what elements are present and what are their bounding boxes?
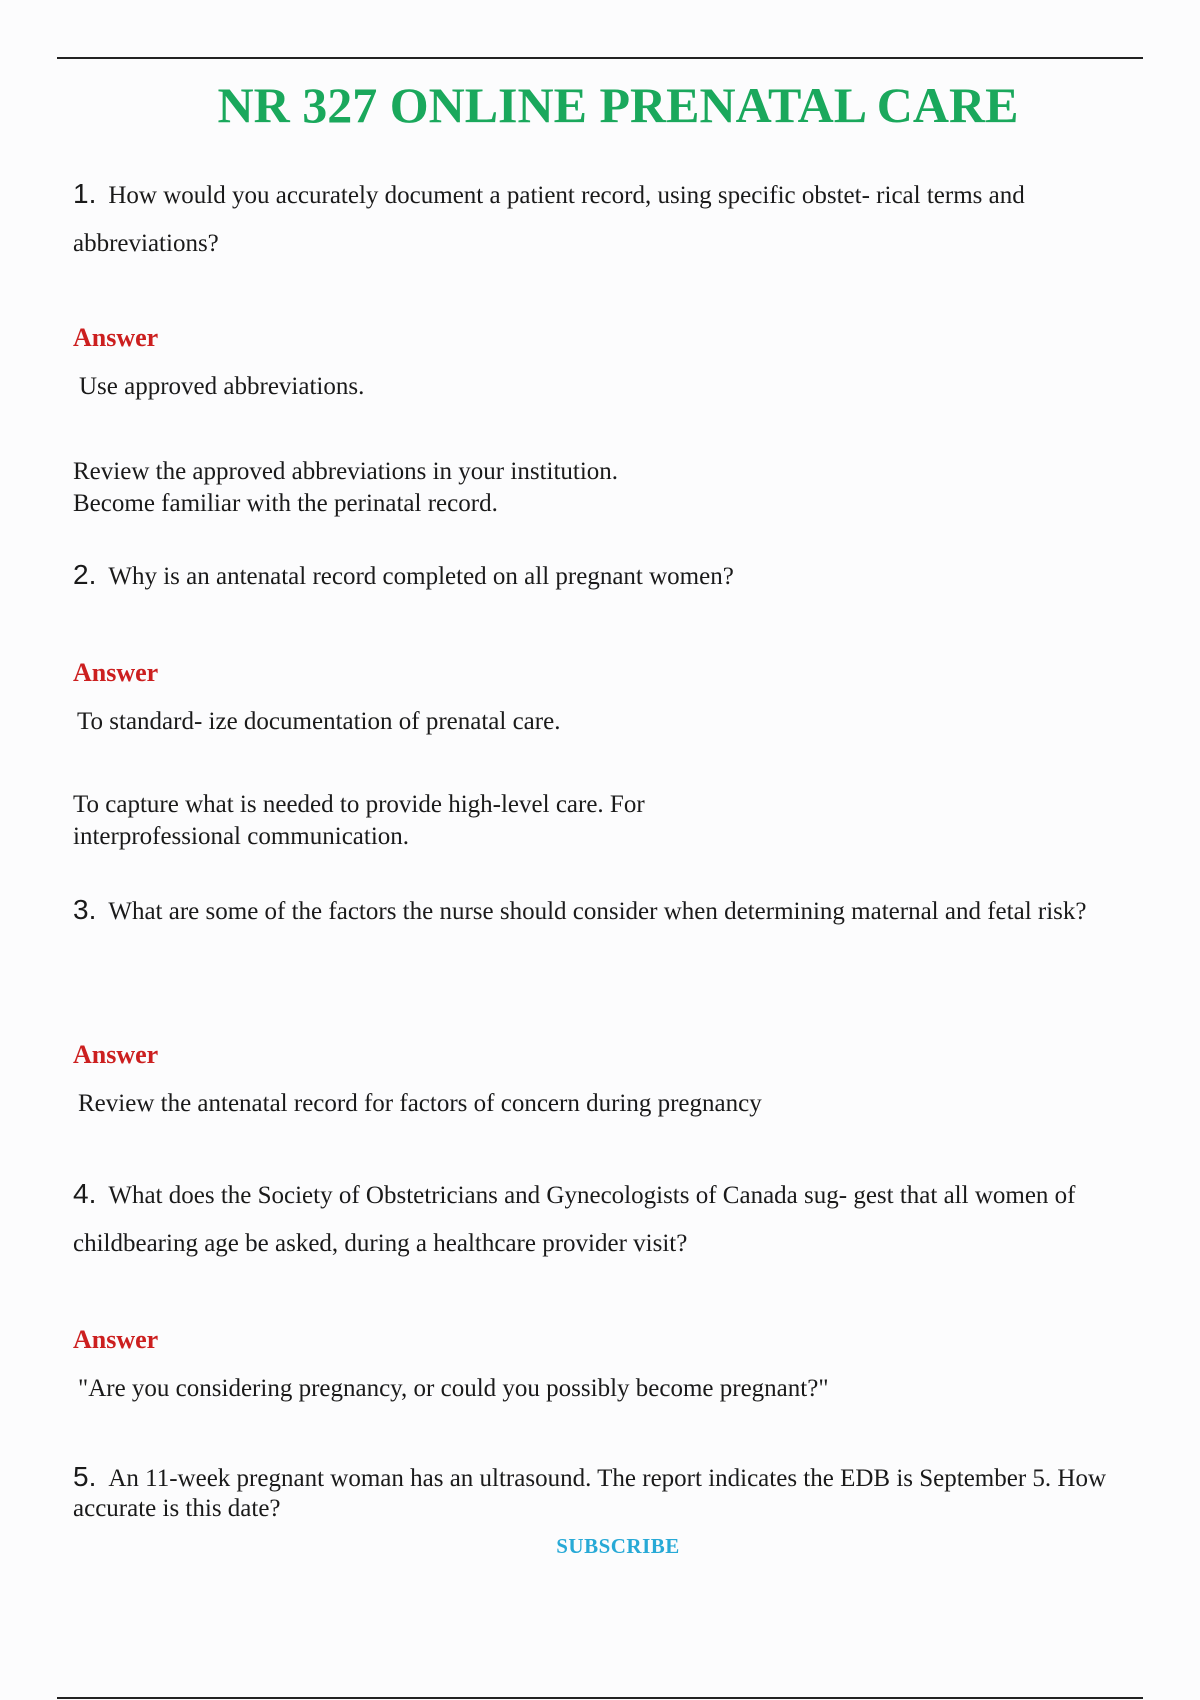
answer-label: Answer bbox=[73, 658, 159, 687]
question-2 bbox=[73, 551, 1133, 601]
answer-note-line: Review the approved abbreviations in your institution. bbox=[73, 458, 619, 485]
question-number: 5. bbox=[73, 1461, 97, 1492]
question-text: What does the Society of Obstetricians and Gynecologists of Canada sug- gest that all women of childbearing age be asked, during a healthcare provider visit? bbox=[73, 1182, 1076, 1257]
answer-notes bbox=[73, 789, 645, 853]
question-text: Why is an antenatal record completed on all pregnant women? bbox=[108, 563, 734, 590]
top-divider bbox=[57, 57, 1143, 59]
question-5 bbox=[73, 1462, 1133, 1524]
answer-label: Answer bbox=[73, 1325, 159, 1354]
answer-note-line: Become familiar with the perinatal record. bbox=[73, 490, 498, 517]
question-1 bbox=[73, 170, 1133, 268]
question-4 bbox=[73, 1170, 1133, 1268]
answer-notes bbox=[73, 456, 618, 520]
question-text: An 11-week pregnant woman has an ultrasound. The report indicates the EDB is September 5. How accurate is this date? bbox=[73, 1465, 1107, 1522]
answer-note-line: interprofessional communication. bbox=[73, 823, 410, 850]
question-number: 1. bbox=[73, 178, 97, 209]
subscribe-link[interactable]: SUBSCRIBE bbox=[556, 1534, 680, 1558]
question-number: 3. bbox=[73, 894, 97, 925]
answer-text: Use approved abbreviations. bbox=[79, 373, 365, 400]
bottom-divider bbox=[57, 1697, 1143, 1699]
question-text: What are some of the factors the nurse should consider when determining maternal and fetal risk? bbox=[108, 898, 1087, 925]
answer-label: Answer bbox=[73, 1040, 159, 1069]
question-number: 4. bbox=[73, 1178, 97, 1209]
answer-text: "Are you considering pregnancy, or could you possibly become pregnant?" bbox=[78, 1375, 829, 1402]
question-text: How would you accurately document a patient record, using specific obstet- rical terms and abbreviations? bbox=[73, 182, 1025, 257]
answer-text: Review the antenatal record for factors of concern during pregnancy bbox=[78, 1090, 762, 1117]
answer-note-line: To capture what is needed to provide high-level care. For bbox=[73, 791, 645, 818]
question-3 bbox=[73, 886, 1133, 936]
question-number: 2. bbox=[73, 559, 97, 590]
answer-label: Answer bbox=[73, 323, 159, 352]
document-title: NR 327 ONLINE PRENATAL CARE bbox=[217, 77, 1019, 133]
answer-text: To standard- ize documentation of prenatal care. bbox=[77, 708, 561, 735]
